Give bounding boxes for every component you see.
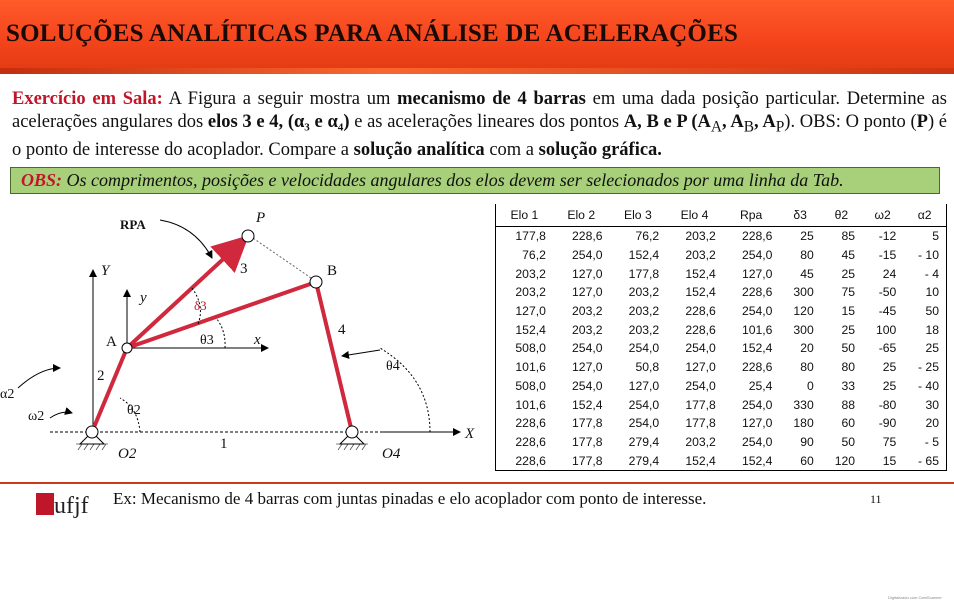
cell: 254,0: [685, 341, 716, 356]
cell: 508,0: [496, 339, 553, 358]
table-row: [496, 395, 947, 414]
cell: 203,2: [496, 264, 553, 283]
table-row: [496, 358, 947, 377]
cell: 15: [841, 304, 856, 319]
label-omega2: ω2: [28, 409, 45, 424]
cell: 203,2: [685, 229, 716, 244]
cell: -50: [878, 285, 897, 300]
cell: 177,8: [496, 227, 553, 246]
cell: 152,4: [741, 341, 773, 356]
cell: 203,2: [572, 322, 603, 337]
cell: 152,4: [666, 451, 723, 470]
cell: 45: [800, 266, 814, 281]
cell: 177,8: [572, 416, 603, 431]
cell: 25: [882, 360, 897, 375]
cell: 76,2: [635, 229, 660, 244]
cell: 25: [841, 322, 856, 337]
page-number: 11: [870, 492, 882, 506]
cell: 24: [882, 266, 897, 281]
ufjf-logo: [34, 489, 92, 519]
link-4: [316, 282, 352, 432]
footer-divider: [0, 482, 954, 484]
exercise-bold-ap: A: [762, 112, 776, 132]
theta4-pointer: [342, 350, 380, 356]
cell: 254,0: [741, 434, 773, 449]
obs-box: [10, 167, 940, 194]
cell: 279,4: [628, 434, 660, 449]
cell: 279,4: [610, 451, 667, 470]
label-link-3: 3: [240, 261, 248, 277]
table-row: [496, 414, 947, 433]
cell: 228,6: [741, 360, 773, 375]
exercise-text-2: em uma dada posição particular. Determine as acelerações angulares dos: [12, 89, 947, 132]
cell: 127,0: [741, 266, 773, 281]
cell: 228,6: [741, 285, 773, 300]
header-rpa: Rpa: [723, 204, 780, 227]
obs-text: Os comprimentos, posições e velocidades angulares dos elos devem ser selecionados por uma linha da Tab.: [62, 170, 844, 190]
cell: 203,2: [628, 304, 660, 319]
cell: 203,2: [572, 304, 603, 319]
sub-a: A: [710, 118, 723, 136]
cell: - 40: [903, 377, 946, 396]
cell: 25: [800, 229, 814, 244]
cell: 254,0: [685, 378, 716, 393]
link-data-table: [495, 204, 947, 471]
cell: 508,0: [496, 377, 553, 396]
label-x-axis: X: [465, 426, 475, 442]
cell: 203,2: [628, 285, 660, 300]
table-row: [496, 283, 947, 302]
label-o4: O4: [382, 446, 401, 462]
label-theta3: θ3: [200, 333, 214, 348]
cell: 80: [800, 360, 814, 375]
exercise-bold-p: P: [916, 112, 928, 132]
cell: 15: [862, 451, 903, 470]
slide-title: SOLUÇÕES ANALÍTICAS PARA ANÁLISE DE ACELERAÇÕES: [6, 20, 739, 47]
label-link-2: 2: [97, 368, 105, 384]
cell: 177,8: [685, 416, 716, 431]
cell: 60: [841, 416, 856, 431]
cell: 300: [793, 322, 814, 337]
cell: 152,4: [496, 320, 553, 339]
header-elo1: Elo 1: [496, 204, 553, 227]
mechanism-svg: [0, 198, 488, 483]
cell: 18: [903, 320, 946, 339]
header-omega2: ω2: [862, 204, 903, 227]
cell: 101,6: [741, 322, 773, 337]
label-link-1: 1: [220, 436, 228, 452]
cell: 254,0: [572, 341, 603, 356]
cell: 228,6: [685, 304, 716, 319]
ufjf-logo-text: ufjf: [54, 493, 89, 519]
mechanism-diagram: [0, 198, 488, 483]
ground-hatch-o4: [336, 444, 368, 450]
label-y-local: y: [140, 290, 147, 306]
cell: - 10: [903, 246, 946, 265]
cell: 100: [876, 322, 897, 337]
cell: 152,4: [685, 285, 716, 300]
cell: 177,8: [685, 397, 716, 412]
cell: 254,0: [572, 248, 603, 263]
exercise-text-3: e as acelerações lineares dos pontos: [349, 112, 624, 132]
cell: 152,4: [628, 248, 660, 263]
cell: 127,0: [496, 302, 553, 321]
cell: 80: [841, 360, 856, 375]
header-elo4: Elo 4: [666, 204, 723, 227]
rpa-pointer: [160, 220, 212, 258]
cell: 75: [841, 285, 856, 300]
cell: 25: [841, 266, 856, 281]
exercise-comma-2: ,: [754, 112, 763, 132]
footer: [0, 482, 954, 522]
cell: 120: [793, 304, 814, 319]
scanner-watermark: Digitalizado com CamScanner: [888, 595, 942, 600]
coupler-edge: [250, 236, 314, 280]
cell: 50: [841, 434, 856, 449]
cell: 228,6: [685, 322, 716, 337]
sub-p: P: [775, 118, 785, 136]
cell: 90: [800, 434, 814, 449]
exercise-bold-ab: A: [730, 112, 744, 132]
header-alpha2: α2: [903, 204, 946, 227]
cell: 180: [793, 416, 814, 431]
cell: 127,0: [685, 360, 716, 375]
cell: 228,6: [496, 414, 553, 433]
table-row: [496, 339, 947, 358]
cell: -12: [878, 229, 897, 244]
cell: 254,0: [628, 397, 660, 412]
table-row: [496, 433, 947, 452]
omega2-arc: [50, 412, 72, 418]
cell: 50,8: [635, 360, 660, 375]
label-b: B: [327, 263, 338, 279]
exercise-bold-analytic: solução analítica: [353, 139, 485, 160]
cell: 330: [793, 397, 814, 412]
ufjf-logo-mark: [34, 489, 92, 519]
table-row: [496, 320, 947, 339]
cell: -80: [878, 397, 897, 412]
table-body: [496, 227, 947, 471]
exercise-statement: [12, 88, 947, 162]
label-theta4: θ4: [386, 359, 400, 374]
cell: 45: [841, 248, 856, 263]
exercise-bold-mechanism: mecanismo de 4 barras: [397, 89, 586, 109]
exercise-text-6: com a: [484, 139, 539, 160]
cell: 20: [903, 414, 946, 433]
figure-caption: Ex: Mecanismo de 4 barras com juntas pinadas e elo acoplador com ponto de interesse.: [113, 489, 707, 508]
cell: 177,8: [553, 451, 610, 470]
exercise-text-4: ). OBS: O ponto (: [784, 112, 917, 132]
joint-b: [310, 276, 322, 288]
sub-b: B: [743, 118, 755, 136]
obs-lead: OBS:: [21, 170, 63, 190]
cell: 80: [800, 248, 814, 263]
cell: 120: [821, 451, 862, 470]
exercise-bold-links: elos 3 e 4, (α₃ e α₄): [207, 112, 350, 132]
cell: 203,2: [496, 283, 553, 302]
cell: 177,8: [628, 266, 660, 281]
cell: - 5: [903, 433, 946, 452]
cell: 10: [903, 283, 946, 302]
cell: 50: [841, 341, 856, 356]
link-2: [92, 348, 127, 432]
cell: 152,4: [572, 397, 603, 412]
cell: - 4: [903, 264, 946, 283]
cell: - 25: [903, 358, 946, 377]
cell: 203,2: [628, 322, 660, 337]
cell: 254,0: [628, 416, 660, 431]
joint-o2: [86, 426, 98, 438]
table-row: [496, 377, 947, 396]
table-header-row: [496, 204, 947, 227]
cell: -65: [878, 341, 897, 356]
label-rpa: RPA: [120, 217, 146, 232]
cell: 254,0: [628, 341, 660, 356]
cell: 228,6: [496, 451, 553, 470]
cell: 25,4: [748, 378, 773, 393]
alpha2-arc: [18, 368, 60, 388]
cell: 127,0: [628, 378, 660, 393]
exercise-text-5: ) é o ponto de interesse do acoplador. Compare a: [12, 112, 948, 160]
cell: -45: [878, 304, 897, 319]
cell: - 65: [903, 451, 946, 470]
cell: 177,8: [572, 434, 603, 449]
cell: 127,0: [572, 285, 603, 300]
cell: 152,4: [723, 451, 780, 470]
table-row: [496, 246, 947, 265]
table-row: [496, 264, 947, 283]
cell: 25: [882, 378, 897, 393]
title-bar: [0, 0, 954, 74]
exercise-comma-1: ,: [722, 112, 731, 132]
cell: 127,0: [572, 266, 603, 281]
joint-p: [242, 230, 254, 242]
cell: 76,2: [496, 246, 553, 265]
label-delta3: δ3: [194, 298, 207, 313]
cell: 228,6: [741, 229, 773, 244]
header-elo3: Elo 3: [610, 204, 667, 227]
cell: 75: [882, 434, 897, 449]
cell: 228,6: [496, 433, 553, 452]
cell: -90: [878, 416, 897, 431]
joint-o4: [346, 426, 358, 438]
link-3: [127, 282, 316, 348]
cell: 60: [779, 451, 820, 470]
theta3-arc: [216, 318, 225, 348]
cell: 25: [903, 339, 946, 358]
exercise-bold-points: A, B e P (A: [623, 112, 711, 132]
label-link-4: 4: [338, 322, 346, 338]
cell: 88: [841, 397, 856, 412]
table-row: [496, 451, 947, 470]
header-elo2: Elo 2: [553, 204, 610, 227]
cell: 50: [903, 302, 946, 321]
label-y-axis: Y: [101, 263, 110, 279]
cell: 254,0: [741, 304, 773, 319]
cell: 85: [841, 229, 856, 244]
label-o2: O2: [118, 446, 137, 462]
label-alpha2: α2: [0, 387, 15, 402]
cell: 254,0: [741, 397, 773, 412]
cell: 5: [903, 227, 946, 246]
cell: 0: [806, 378, 814, 393]
cell: 254,0: [572, 378, 603, 393]
cell: 300: [793, 285, 814, 300]
cell: 203,2: [685, 248, 716, 263]
cell: 101,6: [496, 358, 553, 377]
cell: 228,6: [572, 229, 603, 244]
joint-a: [122, 343, 132, 353]
label-p: P: [256, 210, 266, 226]
cell: 254,0: [741, 248, 773, 263]
ground-hatch-o2: [76, 444, 108, 450]
exercise-bold-graphic: solução gráfica.: [538, 139, 662, 160]
cell: 127,0: [572, 360, 603, 375]
cell: 20: [800, 341, 814, 356]
header-delta3: δ3: [779, 204, 820, 227]
label-theta2: θ2: [127, 403, 141, 418]
label-a: A: [106, 334, 117, 350]
exercise-lead: Exercício em Sala:: [12, 89, 163, 109]
cell: 30: [903, 395, 946, 414]
exercise-text-1: A Figura a seguir mostra um: [162, 89, 398, 109]
cell: 33: [841, 378, 856, 393]
table-row: [496, 227, 947, 246]
label-x-local: x: [254, 332, 261, 348]
table-row: [496, 302, 947, 321]
cell: 203,2: [685, 434, 716, 449]
header-theta2: θ2: [821, 204, 862, 227]
cell: 101,6: [496, 395, 553, 414]
cell: -15: [878, 248, 897, 263]
cell: 152,4: [685, 266, 716, 281]
cell: 127,0: [741, 416, 773, 431]
